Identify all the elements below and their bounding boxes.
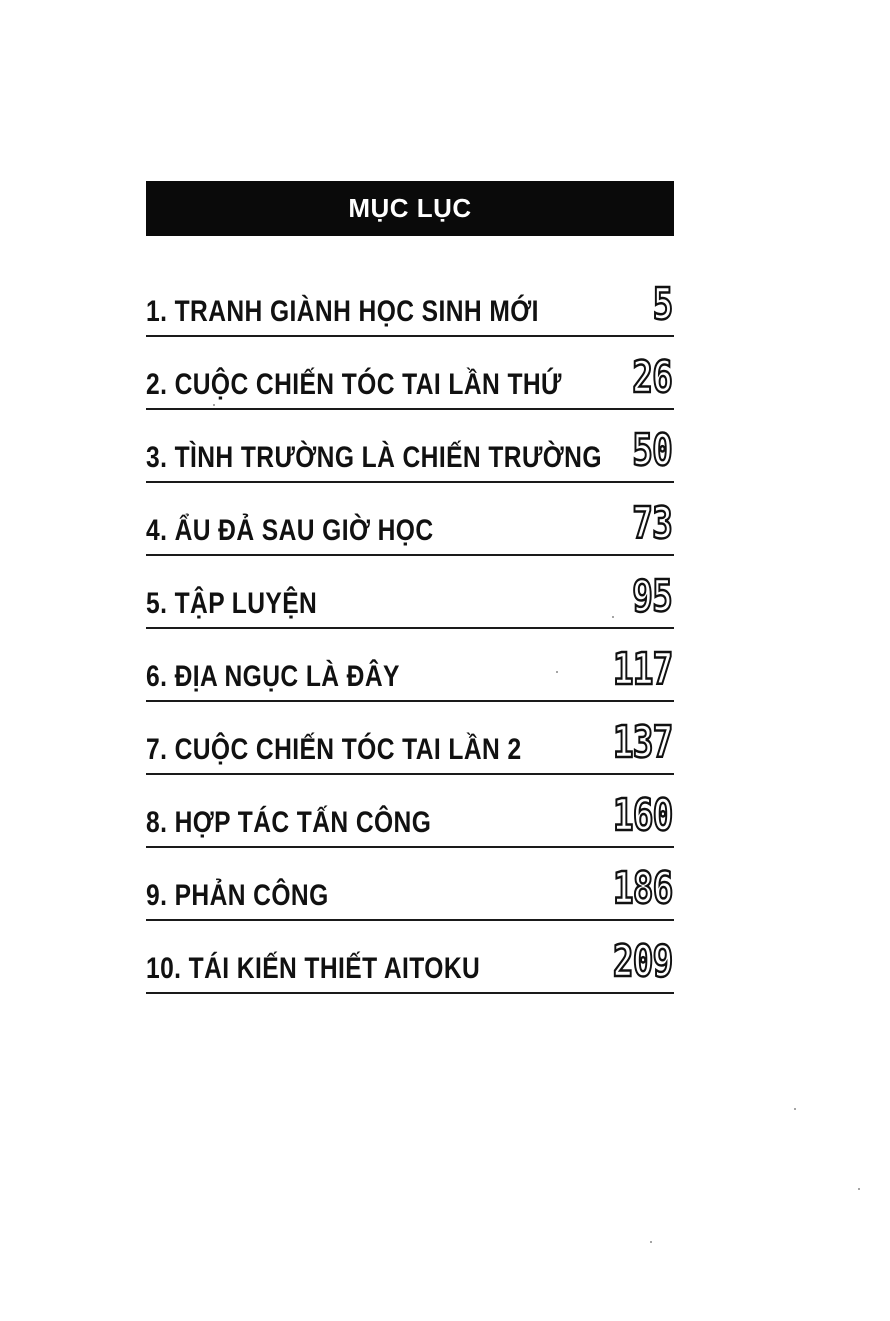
- toc-entry[interactable]: [146, 256, 674, 329]
- divider: [146, 992, 674, 994]
- chapter-page-number: 50: [632, 425, 672, 476]
- toc-entry[interactable]: [146, 402, 674, 475]
- toc-entry[interactable]: [146, 329, 674, 402]
- toc-heading: MỤC LỤC: [348, 193, 472, 223]
- scan-speck: [794, 1108, 796, 1110]
- scan-speck: [650, 1241, 652, 1243]
- toc-entry[interactable]: [146, 913, 674, 986]
- toc-entry[interactable]: [146, 621, 674, 694]
- chapter-page-number: 160: [612, 790, 672, 841]
- chapter-title: 6. ĐỊA NGỤC LÀ ĐÂY: [146, 660, 400, 693]
- chapter-title: 1. TRANH GIÀNH HỌC SINH MỚI: [146, 295, 539, 328]
- toc-entry[interactable]: [146, 694, 674, 767]
- chapter-page-number: 26: [632, 352, 672, 403]
- chapter-title: 3. TÌNH TRƯỜNG LÀ CHIẾN TRƯỜNG: [146, 441, 602, 474]
- chapter-page-number: 117: [612, 644, 672, 695]
- toc-entry[interactable]: [146, 475, 674, 548]
- toc-list: [146, 256, 674, 986]
- chapter-page-number: 5: [652, 279, 672, 330]
- chapter-title: 2. CUỘC CHIẾN TÓC TAI LẦN THỨ: [146, 368, 562, 401]
- scan-speck: [612, 616, 614, 618]
- chapter-title: 5. TẬP LUYỆN: [146, 587, 318, 620]
- chapter-page-number: 137: [612, 717, 672, 768]
- chapter-title: 10. TÁI KIẾN THIẾT AITOKU: [146, 952, 481, 985]
- chapter-title: 4. ẨU ĐẢ SAU GIỜ HỌC: [146, 514, 434, 547]
- chapter-title: 7. CUỘC CHIẾN TÓC TAI LẦN 2: [146, 733, 522, 766]
- toc-heading-bar: [146, 181, 674, 236]
- chapter-page-number: 186: [612, 863, 672, 914]
- chapter-page-number: 95: [632, 571, 672, 622]
- chapter-title: 9. PHẢN CÔNG: [146, 879, 329, 912]
- chapter-page-number: 73: [632, 498, 672, 549]
- toc-entry[interactable]: [146, 767, 674, 840]
- chapter-page-number: 209: [612, 936, 672, 987]
- scan-speck: [556, 671, 558, 673]
- scan-speck: [213, 404, 215, 406]
- scan-speck: [858, 1188, 860, 1190]
- chapter-title: 8. HỢP TÁC TẤN CÔNG: [146, 806, 432, 839]
- toc-entry[interactable]: [146, 548, 674, 621]
- toc-entry[interactable]: [146, 840, 674, 913]
- table-of-contents: [146, 181, 674, 986]
